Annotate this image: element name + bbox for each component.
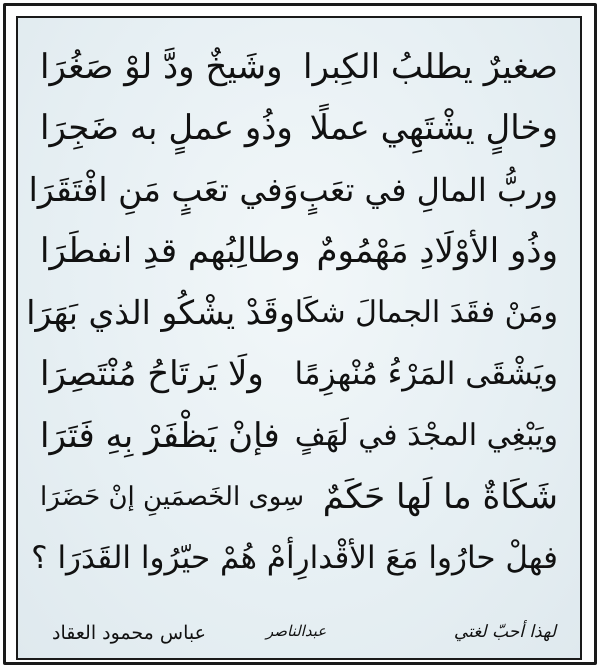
poet-name: عباس محمود العقاد [52,622,206,644]
verse-4-first-hemistich: وذُو الأوْلَادِ مَهْمُومٌ [316,231,558,272]
verse-8 [34,467,564,529]
verse-2-first-hemistich: وخالٍ يشْتَهِي عملًا [309,108,558,149]
verse-1 [34,36,564,98]
verse-1-second-hemistich: وشَيخٌ ودَّ لوْ صَغُرَا [40,46,283,87]
verse-8-second-hemistich: سِوى الخَصمَينِ إنْ حَضَرَا [40,482,305,513]
verse-4 [34,221,564,283]
verse-5 [26,282,564,344]
verse-5-first-hemistich: ومَنْ فقَدَ الجمالَ شكَا [294,294,558,330]
verse-8-first-hemistich: شَكَاةٌ ما لَها حَكَمٌ [322,477,558,518]
verse-5-second-hemistich: وقَدْ يشْكُو الذي بَهَرَا [26,293,295,333]
verse-7-first-hemistich: ويَبْغِي المجْدَ في لَهَفٍ [294,417,558,453]
series-title: لهذا أحبّ لغتي [453,622,556,642]
verse-9-first-hemistich: فهلْ حارُوا مَعَ الأقْدارِ [294,540,558,577]
verse-4-second-hemistich: وطالِبُهم قدِ انفطَرَا [40,231,301,272]
poem-footer [34,616,564,650]
calligrapher-signature: عبدالناصر [266,622,327,640]
verse-3-second-hemistich: وَفي تعَبٍ مَنِ افْتَقَرَا [28,170,299,210]
inner-frame [16,16,582,660]
verse-9 [31,528,564,590]
verse-2 [34,98,564,160]
verse-6 [34,344,564,406]
poem-body [26,36,564,590]
verse-7 [34,405,564,467]
verse-1-first-hemistich: صغيرٌ يطلبُ الكِبرا [303,46,558,87]
verse-6-first-hemistich: ويَشْقَى المَرْءُ مُنْهزِمًا [294,355,558,392]
verse-2-second-hemistich: وذُو عملٍ به ضَجِرَا [40,108,293,149]
verse-7-second-hemistich: فإنْ يَظْفَرْ بِهِ فَتَرَا [40,415,280,456]
verse-9-second-hemistich: أمْ هُمْ حيّرُوا القَدَرَا ؟ [31,540,295,577]
outer-frame [3,3,597,665]
verse-3-first-hemistich: وربُّ المالِ في تعَبٍ [298,170,558,209]
verse-3 [28,159,564,221]
verse-6-second-hemistich: ولَا يَرتَاحُ مُنْتَصِرَا [40,354,264,395]
